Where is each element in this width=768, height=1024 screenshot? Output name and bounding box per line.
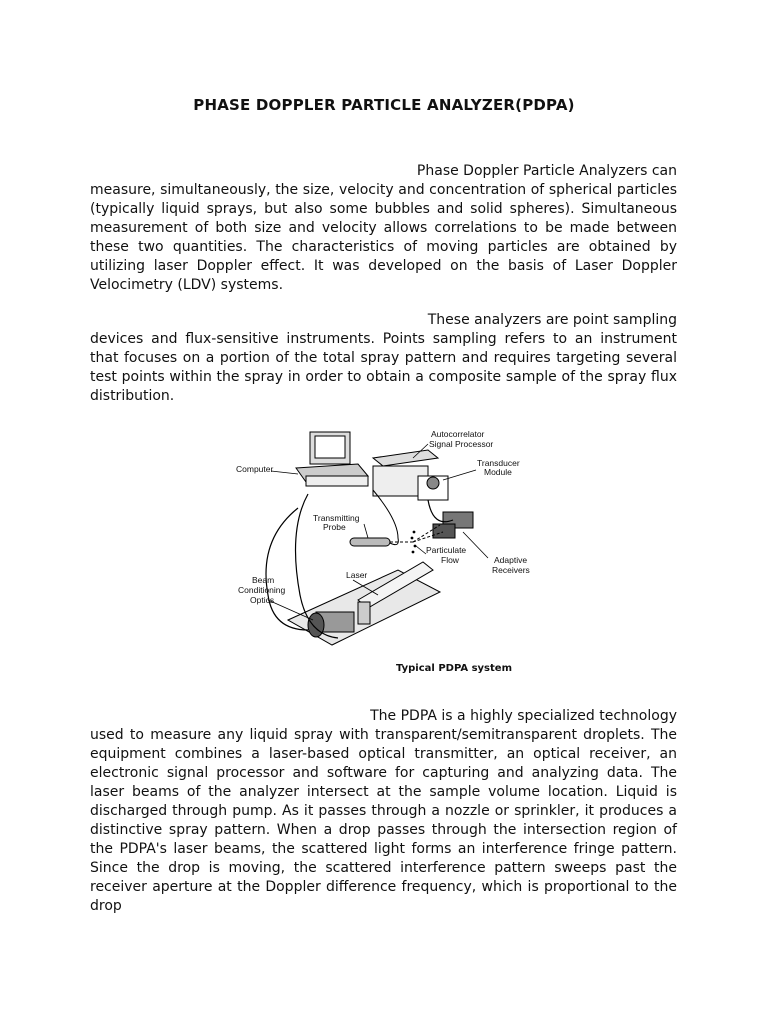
label-signal-processor: Signal Processor [429,439,494,449]
label-particulate: Particulate [426,545,467,555]
label-module: Module [484,467,512,477]
pdpa-system-diagram [228,420,540,668]
label-conditioning: Conditioning [238,585,286,595]
paragraph-first-line: Phase Doppler Particle Analyzers can [416,163,677,179]
figure-caption: Typical PDPA system [396,663,512,674]
label-autocorrelator: Autocorrelator [431,429,485,439]
label-optics: Optics [250,595,275,605]
label-computer: Computer [236,464,274,474]
label-beam: Beam [252,575,275,585]
label-receivers: Receivers [492,565,530,575]
page-title: PHASE DOPPLER PARTICLE ANALYZER(PDPA) [193,96,575,114]
label-transducer: Transducer [477,458,520,468]
label-adaptive: Adaptive [494,555,528,565]
paragraph-first-line: The PDPA is a highly specialized technology [370,708,677,724]
label-transmitting: Transmitting [313,513,360,523]
paragraph-body: measure, simultaneously, the size, velocity and concentration of spherical particles (typically liquid sprays, but also some bubbles and solid spheres). Simultaneous measurement of both size and velocity allows correlations to be made between these two quantities. The characteristics of moving particles are obtained by utilizing laser Doppler effect. It was developed on the basis of Laser Doppler Velocimetry (LDV) systems. [90,182,677,293]
label-laser: Laser [346,570,368,580]
label-flow: Flow [441,555,459,565]
paragraph-body: devices and flux-sensitive instruments. Points sampling refers to an instrument that focuses on a portion of the total spray pattern and requires targeting several test points within the spray in order to obtain a composite sample of the spray flux distribution. [90,331,677,404]
label-probe: Probe [323,522,346,532]
paragraph-technology [90,707,677,916]
paragraph-first-line: These analyzers are point sampling [427,312,677,328]
paragraph-intro [90,162,677,295]
paragraph-body: used to measure any liquid spray with transparent/semitransparent droplets. The equipment combines a laser-based optical transmitter, an optical receiver, an electronic signal processor and software for capturing and analyzing data. The laser beams of the analyzer intersect at the sample volume location. Liquid is discharged through pump. As it passes through a nozzle or sprinkler, it produces a distinctive spray pattern. When a drop passes through the intersection region of the PDPA's laser beams, the scattered light forms an interference fringe pattern. Since the drop is moving, the scattered interference pattern sweeps past the receiver aperture at the Doppler difference frequency, which is proportional to the drop [90,727,677,914]
paragraph-sampling [90,311,677,406]
